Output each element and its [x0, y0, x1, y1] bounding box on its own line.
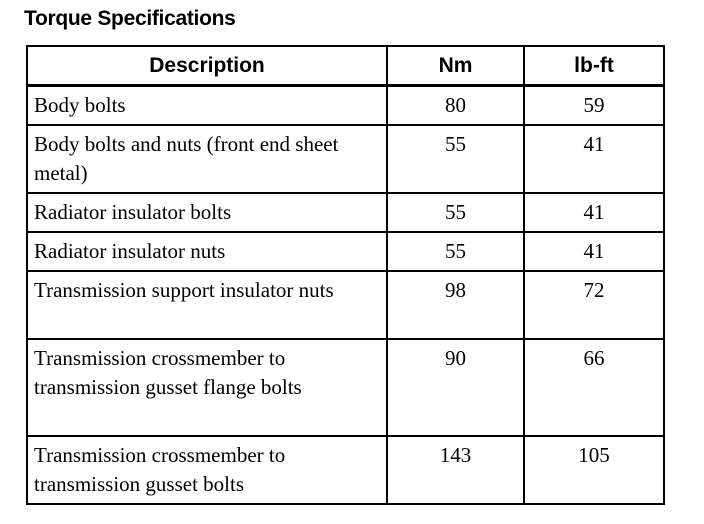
cell-lbft: 66	[524, 339, 664, 436]
torque-spec-table	[26, 45, 665, 505]
table-row	[27, 232, 664, 271]
cell-nm: 90	[387, 339, 524, 436]
cell-nm: 55	[387, 125, 524, 193]
cell-lbft: 41	[524, 232, 664, 271]
cell-nm: 55	[387, 232, 524, 271]
table-row	[27, 339, 664, 436]
cell-description: Body bolts and nuts (front end sheet metal)	[27, 125, 387, 193]
cell-lbft: 72	[524, 271, 664, 339]
page-title: Torque Specifications	[24, 7, 236, 30]
table-row	[27, 193, 664, 232]
cell-nm: 80	[387, 86, 524, 126]
cell-lbft: 41	[524, 193, 664, 232]
cell-nm: 55	[387, 193, 524, 232]
table-header-row	[27, 46, 664, 86]
cell-description: Transmission support insulator nuts	[27, 271, 387, 339]
table-row	[27, 436, 664, 504]
cell-nm: 98	[387, 271, 524, 339]
column-header-nm: Nm	[387, 46, 524, 86]
cell-lbft: 59	[524, 86, 664, 126]
cell-lbft: 105	[524, 436, 664, 504]
cell-description: Transmission crossmember to transmission gusset bolts	[27, 436, 387, 504]
cell-description: Radiator insulator bolts	[27, 193, 387, 232]
cell-lbft: 41	[524, 125, 664, 193]
column-header-description: Description	[27, 46, 387, 86]
cell-description: Body bolts	[27, 86, 387, 126]
table-row	[27, 86, 664, 126]
cell-description: Transmission crossmember to transmission gusset flange bolts	[27, 339, 387, 436]
column-header-lbft: lb-ft	[524, 46, 664, 86]
cell-description: Radiator insulator nuts	[27, 232, 387, 271]
cell-nm: 143	[387, 436, 524, 504]
table-row	[27, 125, 664, 193]
table-row	[27, 271, 664, 339]
